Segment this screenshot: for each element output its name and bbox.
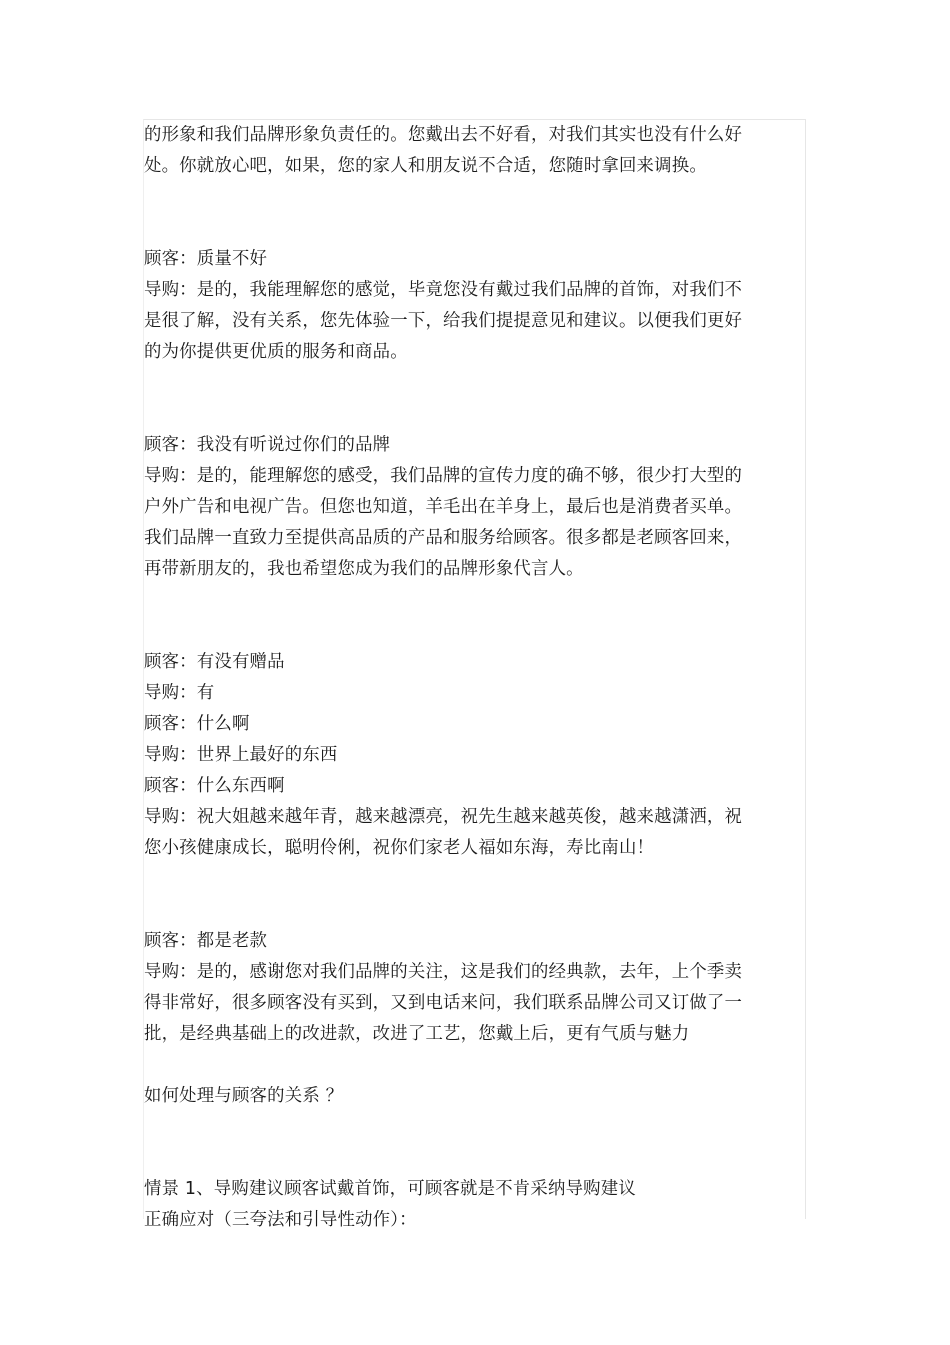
section-question: 如何处理与顾客的关系 ？ [144,1086,344,1106]
dialogue-line: 您小孩健康成长，聪明伶俐，祝你们家老人福如东海，寿比南山！ [144,838,655,858]
dialogue-line: 导购：有 [144,683,215,703]
guide-line: 户外广告和电视广告。但您也知道，羊毛出在羊身上，最后也是消费者买单。 [144,497,743,517]
customer-line: 顾客：都是老款 [144,931,268,951]
scenario-title: 情景 1、导购建议顾客试戴首饰，可顾客就是不肯采纳导购建议 [144,1179,636,1199]
dialogue-line: 导购：世界上最好的东西 [144,745,338,765]
text-line: 处。你就放心吧，如果，您的家人和朋友说不合适，您随时拿回来调换。 [144,156,707,176]
dialogue-line: 顾客：什么啊 [144,714,250,734]
dialogue-brand [144,430,762,585]
dialogue-line: 顾客：有没有赠品 [144,652,285,672]
guide-line: 导购：是的，感谢您对我们品牌的关注，这是我们的经典款，去年，上个季卖 [144,962,743,982]
dialogue-line: 导购：祝大姐越来越年青，越来越漂亮，祝先生越来越英俊，越来越潇洒，祝 [144,807,743,827]
customer-line: 顾客：质量不好 [144,249,268,269]
guide-line: 导购：是的，我能理解您的感觉，毕竟您没有戴过我们品牌的首饰，对我们不 [144,280,743,300]
dialogue-quality [144,244,762,368]
dialogue-line: 顾客：什么东西啊 [144,776,285,796]
guide-line: 我们品牌一直致力至提供高品质的产品和服务给顾客。很多都是老顾客回来， [144,528,743,548]
guide-line: 的为你提供更优质的服务和商品。 [144,342,408,362]
guide-line: 再带新朋友的，我也希望您成为我们的品牌形象代言人。 [144,559,584,579]
guide-line: 得非常好，很多顾客没有买到，又到电话来问，我们联系品牌公司又订做了一 [144,993,743,1013]
dialogue-gift [144,647,762,864]
scenario-answer: 正确应对（三夸法和引导性动作）： [144,1210,417,1230]
customer-line: 顾客：我没有听说过你们的品牌 [144,435,391,455]
text-line: 的形象和我们品牌形象负责任的。您戴出去不好看，对我们其实也没有什么好 [144,125,743,145]
guide-line: 是很了解，没有关系，您先体验一下，给我们提提意见和建议。以便我们更好 [144,311,743,331]
paragraph-continuation [144,120,762,182]
scenario-block [144,1174,762,1236]
guide-line: 导购：是的，能理解您的感受，我们品牌的宣传力度的确不够，很少打大型的 [144,466,743,486]
dialogue-old-style [144,926,762,1050]
guide-line: 批，是经典基础上的改进款，改进了工艺，您戴上后，更有气质与魅力 [144,1024,690,1044]
document-body [144,120,762,1236]
